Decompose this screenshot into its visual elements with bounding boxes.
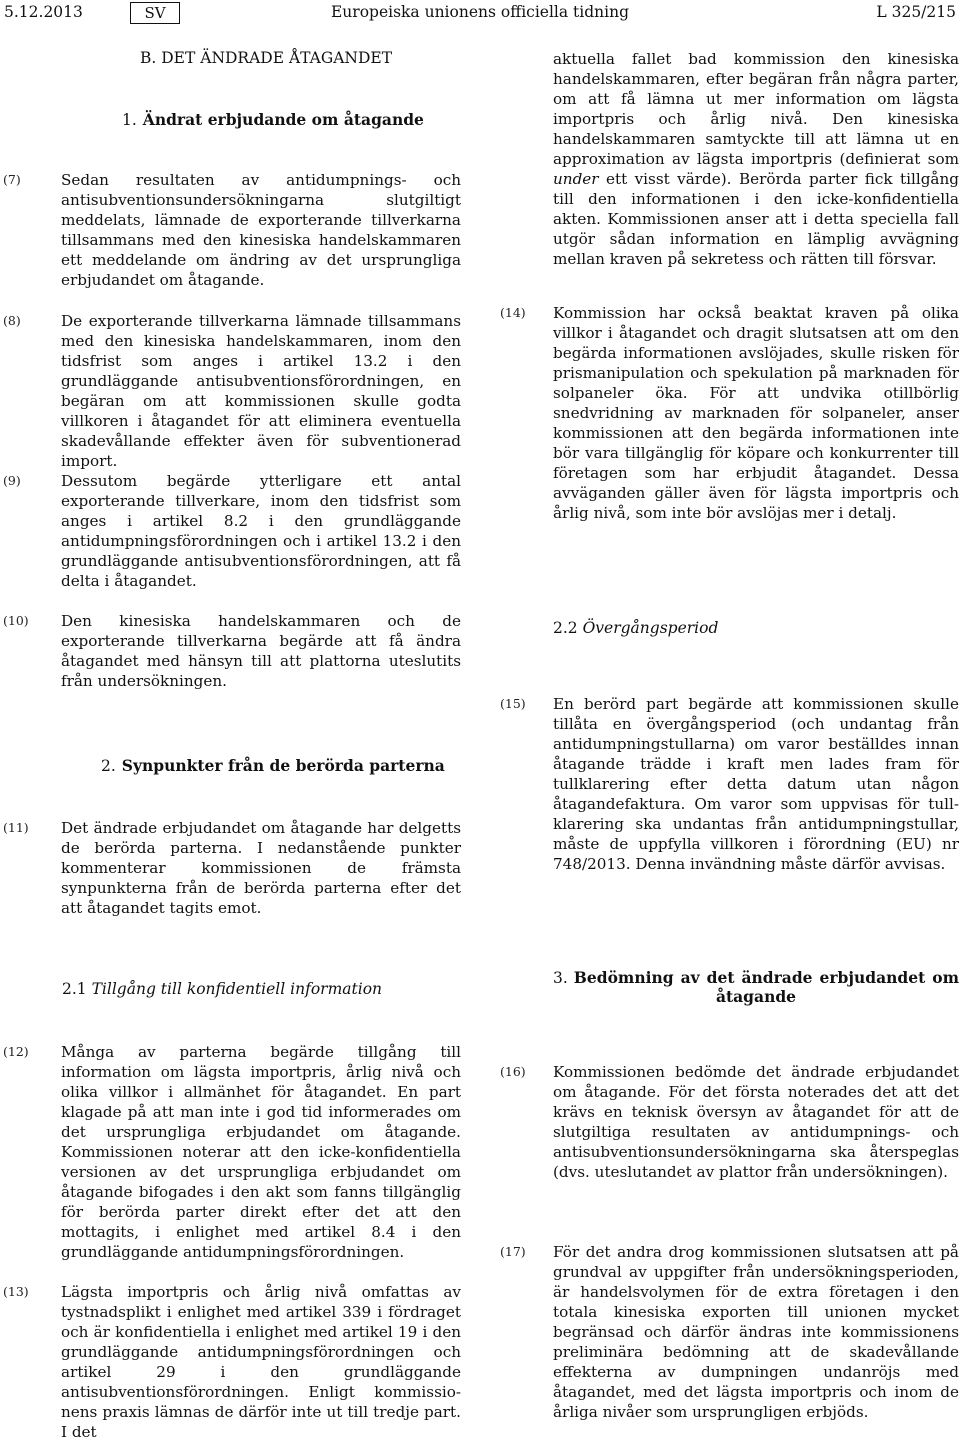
paragraph-text: De exporterande tillverkarna lämnade tillsammans med den kinesiska handelskammaren, inom den tidsfrist som anges i artikel 13.2 i den grundläggande antisubventionsförordningen, en begäran om att kommissionen skulle godta villkoren i åtagandet för att eliminera eventuella skadevållande effekter även för subventionerad import. bbox=[61, 312, 461, 470]
paragraph-number: (9) bbox=[3, 473, 21, 488]
paragraph-16 bbox=[500, 1062, 960, 1182]
paragraph-12 bbox=[3, 1042, 463, 1261]
paragraph-11 bbox=[3, 818, 463, 917]
paragraph-number: (16) bbox=[500, 1064, 526, 1079]
heading-2-1: 2.1 Tillgång till konfidentiell information bbox=[62, 980, 383, 998]
publication-date: 5.12.2013 bbox=[4, 3, 83, 21]
language-badge: SV bbox=[130, 2, 180, 24]
paragraph-text: Dessutom begärde ytterligare ett antal exporterande tillverkare, inom den tidsfrist som anges i artikel 8.2 i den grundläggande antidumpningsförordningen och i artikel 13.2 i den grundläggande antisubventionsförordningen, att få delta i åtagandet. bbox=[61, 472, 461, 590]
paragraph-text: Sedan resultaten av antidumpnings- och antisubventionsundersökningarna slutgiltigt meddelats, lämnade de exporterande tillverkarna tillsammans med den kinesiska handelskammaren ett meddelande om ändring av det ursprungliga erbjudandet om åtagande. bbox=[61, 171, 461, 289]
paragraph-number: (15) bbox=[500, 696, 526, 711]
paragraph-number: (7) bbox=[3, 172, 21, 187]
paragraph-text: Många av parterna begärde tillgång till information om lägsta importpris, årlig nivå och olika villkor i allmänhet för åtagandet. En part klagade på att man inte i god tid informerades om det ursprungliga erbjudandet om åtagande. Kommissionen noterar att den icke-konfidentiella versionen av det ursprungliga erbjudandet om åtagande bifogades i den akt som fanns tillgänglig för berörda parter direkt efter det att den mottagits, i enlighet med artikel 8.4 i den grundläggande antidumpningsförordningen. bbox=[61, 1043, 461, 1261]
paragraph-14 bbox=[500, 303, 960, 522]
paragraph-number: (11) bbox=[3, 820, 29, 835]
paragraph-text: Den kinesiska handelskammaren och de exporterande tillverkarna begärde att få ändra åtagandet med hänsyn till att plattorna uteslutits från undersökningen. bbox=[61, 612, 461, 690]
paragraph-text: Det ändrade erbjudandet om åtagande har delgetts de berörda parterna. I nedanstående punkter kommenterar kommissionen de främsta synpunkterna från de berörda parterna efter det att åtagandet tagits emot. bbox=[61, 819, 461, 917]
heading-3: 3. Bedömning av det ändrade erbjudandet om åtagande bbox=[553, 968, 959, 1006]
paragraph-number: (13) bbox=[3, 1284, 29, 1299]
paragraph-17 bbox=[500, 1242, 960, 1421]
page-header bbox=[0, 0, 960, 34]
section-b-title: B. DET ÄNDRADE ÅTAGANDET bbox=[140, 49, 393, 67]
heading-2: 2. Synpunkter från de berörda parterna bbox=[101, 756, 445, 775]
paragraph-number: (12) bbox=[3, 1044, 29, 1059]
paragraph-8 bbox=[3, 311, 463, 470]
paragraph-number: (8) bbox=[3, 313, 21, 328]
paragraph-13 bbox=[3, 1282, 463, 1441]
heading-2-2: 2.2 Övergångsperiod bbox=[553, 619, 719, 637]
paragraph-text: Kommission har också beaktat kraven på olika villkor i åtagandet och dragit slutsatsen att om den begärda informationen avslöjades, skulle risken för prismanipulation och spekulation på marknaden för solpaneler öka. För att undvika otillbörlig snedvridning av marknaden för solpaneler, anser kommissionen att den begärda informationen inte bör vara tillgänglig för köpare och konkurrenter till företagen som har erbjudit åtagandet. Dessa avväganden gäller även för lägsta importpris och årlig nivå, som inte bör avslöjas mer i detalj. bbox=[553, 304, 959, 522]
paragraph-text: För det andra drog kommissionen slutsatsen att på grundval av uppgifter från undersökningsperioden, är handelsvolymen för de extra företagen i den totala kinesiska exporten till unionen mycket begränsad och därför ändras inte kommissionens preliminära bedömning att de skadevållande effekterna av dumpningen undanröjs med åtagandet, med det lägsta importpris och inom de årliga nivåer som ursprungligen erbjöds. bbox=[553, 1243, 959, 1421]
paragraph-text: Kommissionen bedömde det ändrade erbjudandet om åtagande. För det första noterades det att det krävs en teknisk översyn av åtagandet för att de slutgiltiga resultaten av antidumpnings- och antisubventionsundersökningarna ska återspeglas (dvs. uteslutandet av plattor från undersökningen). bbox=[553, 1063, 959, 1181]
paragraph-number: (17) bbox=[500, 1244, 526, 1259]
paragraph-text: Lägsta importpris och årlig nivå omfattas av tystnadsplikt i enlighet med artikel 339 i fördraget och är konfidentiella i enlighet med artikel 19 i den grundläggande antidumpningsförordningen och artikel 29 i den grundläggande antisubventionsförordningen. Enligt kommissionens praxis lämnas de därför inte ut till tredje part. I det bbox=[61, 1283, 461, 1441]
paragraph-number: (14) bbox=[500, 305, 526, 320]
paragraph-7 bbox=[3, 170, 463, 289]
paragraph-9 bbox=[3, 471, 463, 590]
paragraph-number: (10) bbox=[3, 613, 29, 628]
paragraph-10 bbox=[3, 611, 463, 690]
heading-1: 1. Ändrat erbjudande om åtagande bbox=[122, 110, 424, 129]
paragraph-13-continuation: aktuella fallet bad kommission den kinesiska handelskammaren, efter begäran från några parter, om att få lämna ut mer information om lägsta importpris och årlig nivå. Den kinesiska handelskammaren samtyckte till att lämna ut en approximation av lägsta importpris (definierat som under ett visst värde). Berörda parter fick tillgång till den informationen i den icke-konfidentiella akten. Kommissionen anser att i detta speciella fall utgör sådan information en lämplig avvägning mellan kraven på sekretess och rätten till försvar. bbox=[553, 50, 959, 268]
page-reference: L 325/215 bbox=[876, 3, 956, 21]
paragraph-15 bbox=[500, 694, 960, 873]
journal-title: Europeiska unionens officiella tidning bbox=[330, 3, 630, 21]
paragraph-text: En berörd part begärde att kommissionen skulle tillåta en övergångsperiod (och undantag från antidumpningstullarna) om varor beställdes innan åtagande trädde i kraft men lades fram för tullklarering efter detta datum utan någon åtagandefaktura. Om varor som uppvisas för tullklarering ska undantas från antidumpningstullar, måste de uppfylla villkoren i förordning (EU) nr 748/2013. Denna invändning måste därför avvisas. bbox=[553, 695, 959, 873]
